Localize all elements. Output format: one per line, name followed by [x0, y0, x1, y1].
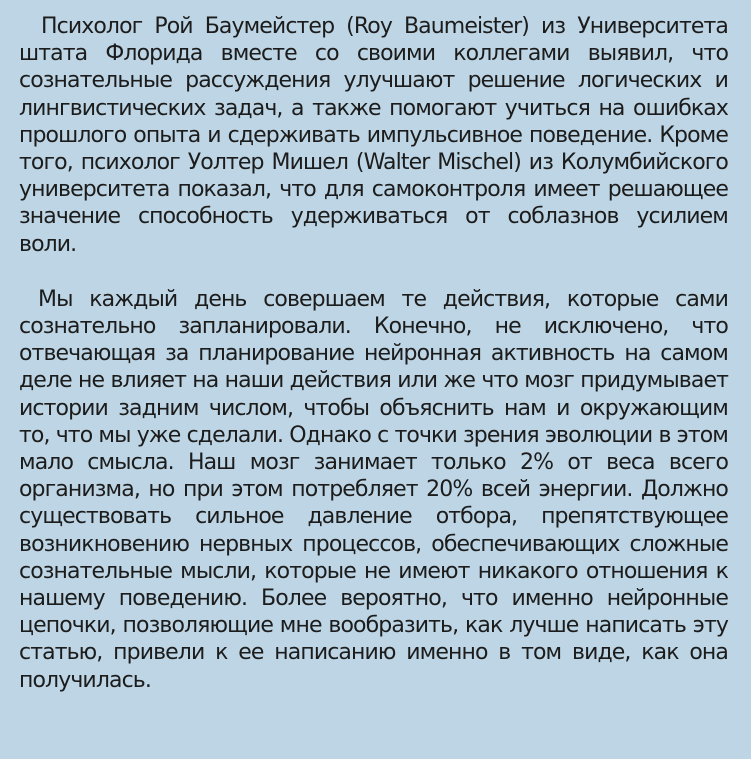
- paragraph-baumeister: Психолог Рой Баумейстер (Roy Baumeister) из Университета штата Флорида вместе со своими коллегами выявил, что сознательные рассуждения улучшают решение логических и лингвистических задач, а также помогают учиться на ошибках прошлого опыта и сдерживать импульсивное поведение. Кроме того, психолог Уолтер Мишел (Walter Mischel) из Колумбийского университета показал, что для самоконтроля имеет решающее значение способность удерживаться от соблазнов усилием воли.: [19, 14, 728, 257]
- paragraph-evolution: Мы каждый день совершаем те действия, которые сами сознательно запланировали. Конечно, не исключено, что отвечающая за планирование нейронная активность на самом деле не влияет на наши действия или же что мозг придумывает истории задним числом, чтобы объяснить нам и окружающим то, что мы уже сделали. Однако с точки зрения эволюции в этом мало смысла. Наш мозг занимает только 2% от веса всего организма, но при этом потребляет 20% всей энергии. Должно существовать сильное давление отбора, препятствующее возникновению нервных процессов, обеспечивающих сложные сознательные мысли, которые не имеют никакого отношения к нашему поведению. Более вероятно, что именно нейронные цепочки, позволяющие мне вообразить, как лучше написать эту статью, привели к ее написанию именно в том виде, как она получилась.: [19, 286, 728, 693]
